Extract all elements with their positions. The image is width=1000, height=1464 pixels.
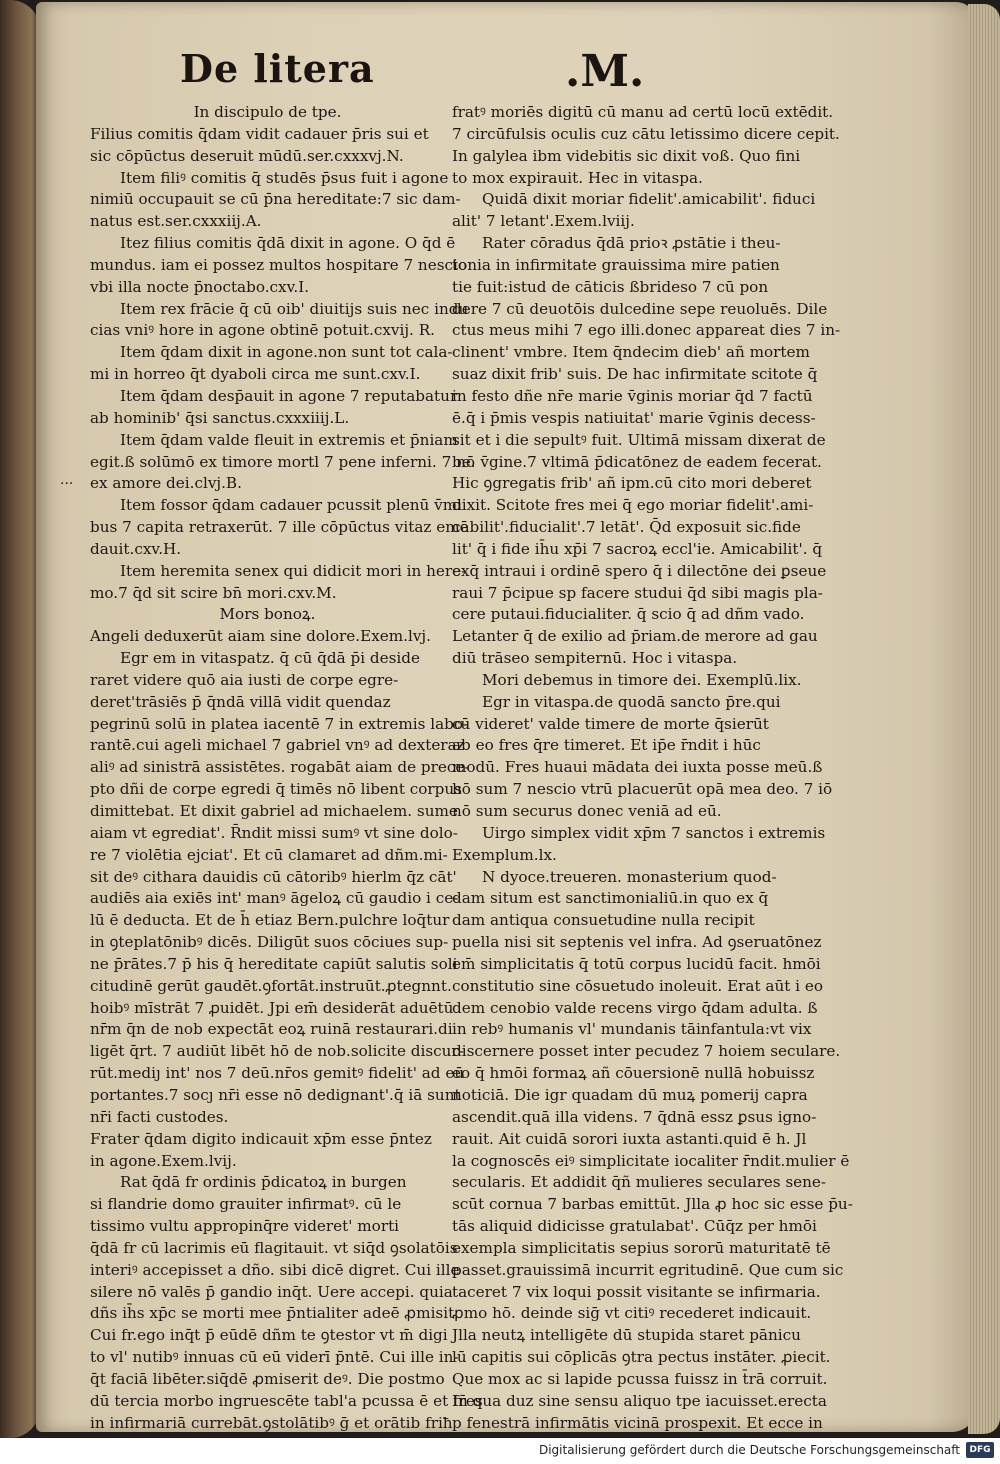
left-text-column [90, 102, 483, 1434]
text-line: clinent' vmbre. Item q̄ndecim dieb' añ mortem [452, 343, 810, 362]
text-line: deret'trāsiēs p̄ q̄ndā villā vidit quendaz [90, 692, 391, 711]
text-line: Itez filius comitis q̄dā dixit in agone. O q̄d ē [120, 234, 456, 253]
text-line: Item q̄dam desp̄auit in agone 7 reputabatur [120, 386, 458, 405]
text-line: Jlla neutꝝ intelligēte dū stupida staret pānicu [452, 1326, 801, 1345]
text-line: cabilit'.fiducialit'.7 letāt'. Q̄d exposuit sic.fide [452, 518, 801, 537]
text-line: in ꝯteplatōnibꝰ dicēs. Diligūt suos cōciues sup- [90, 933, 449, 952]
text-line: pegrinū solū in platea iacentē 7 in extremis labo- [90, 714, 469, 733]
text-line: tie fuit:istud de cāticis ßbrideso 7 cū pon [452, 277, 769, 296]
text-line: ascendit.quā illa videns. 7 q̄dnā essz ꝑsus igno- [452, 1107, 817, 1126]
text-line: suaz dixit frib' suis. De hac infirmitate scitote q̄ [452, 365, 818, 384]
text-line: tās aliquid didicisse gratulabat'. Cūq̄z per hmōi [452, 1217, 817, 1236]
text-line: secularis. Et addidit q̄ñ mulieres seculares sene- [452, 1173, 827, 1192]
text-line: dimittebat. Et dixit gabriel ad michaelem. sume [90, 802, 458, 820]
text-line: Item filiꝰ comitis q̄ studēs p̄sus fuit i agone [120, 168, 449, 187]
page-stack-edge [968, 4, 1000, 1434]
text-line: ab eo fres q̄re timeret. Et ip̄e r̄ndit i hūc [452, 736, 761, 755]
text-line: Cui fr.ego inq̄t p̄ eūdē dñm te ꝯtestor vt m̄ digi [90, 1326, 448, 1345]
text-line: Hic ꝯgregatis frib' añ ipm.cū cito mori deberet [452, 474, 812, 493]
text-line: raret videre quō aia iusti de corpe egre- [90, 670, 399, 689]
text-line: Item heremita senex qui didicit mori in here- [120, 561, 467, 580]
text-line: rūt.mediȷ int' nos 7 deū.nr̄os gemitꝰ fidelit' ad eū [90, 1064, 465, 1083]
text-line: tonia in infirmitate grauissima mire patien [452, 255, 780, 274]
text-line: Item q̄dam valde fleuit in extremis et p̄niam [120, 430, 458, 449]
text-line: cias vniꝰ hore in agone obtinē potuit.cxvij. R. [90, 321, 435, 340]
text-line: Quidā dixit moriar fidelit'.amicabilit'. fiduci [482, 190, 816, 209]
text-line: re 7 violētia ejciat'. Et cū clamaret ad dñm.mi- [90, 845, 448, 864]
text-line: eo q̄ hmōi formaꝝ añ cōuersionē nullā hobuissz [452, 1064, 815, 1083]
text-line: Letanter q̄ de exilio ad p̄riam.de merore ad gau [452, 627, 818, 646]
text-line: pto dñi de corpe egredi q̄ timēs nō libent corpus [90, 780, 462, 799]
text-line: to mox expirauit. Hec in vitaspa. [452, 168, 703, 187]
text-line: Filius comitis q̄dam vidit cadauer p̄ris sui et [90, 124, 429, 143]
text-line: dam antiqua consuetudine nulla recipit [452, 911, 755, 930]
text-line: in agone.Exem.lvij. [90, 1151, 237, 1170]
text-line: dam situm est sanctimonialiū.in quo ex q̄ [452, 889, 769, 908]
text-line: em̄ simplicitatis q̄ totū corpus lucidū facit. hmōi [452, 954, 821, 973]
text-line: dū tercia morbo ingruescēte tabl'a pcussa ē et fr̄es [90, 1391, 483, 1410]
text-line: be. v̄gine.7 vltimā p̄dicatōnez de eadem fecerat. [452, 452, 822, 471]
text-line: alit' 7 letant'.Exem.lviij. [452, 212, 635, 231]
text-line: In discipulo de tpe. [193, 103, 342, 121]
text-line: Que mox ac si lapide pcussa fuissz in t̄rā corruit. [452, 1369, 828, 1388]
text-line: lit' q̄ i fide ih̄u xp̄i 7 sacroꝝ eccl'ie. Amicabilit'. q̄ [452, 539, 823, 558]
text-line: dñs ih̄s xp̄c se morti mee p̄ntialiter adeē ꝓmisit. [90, 1304, 460, 1323]
text-line: Item fossor q̄dam cadauer pcussit plenū v̄mi [120, 496, 463, 515]
text-line: discernere posset inter pecudez 7 hoiem seculare. [452, 1042, 841, 1061]
text-line: ab hominib' q̄si sanctus.cxxxiiij.L. [90, 408, 350, 427]
text-line: interiꝰ accepisset a dño. sibi dicē digret. Cui ille [90, 1260, 460, 1279]
text-line: nr̄i facti custodes. [90, 1107, 229, 1126]
text-line: p fenestrā infirmātis vicinā prospexit. Et ecce in [452, 1413, 823, 1432]
text-line: rantē.cui ageli michael 7 gabriel vnꝰ ad dexteraz [90, 736, 465, 755]
text-line: exempla simplicitatis sepius sororū maturitatē tē [452, 1238, 831, 1257]
text-line: diū trāseo sempiternū. Hoc i vitaspa. [452, 649, 738, 668]
running-head-left: De litera [180, 46, 375, 91]
text-line: nō sum securus donec veniā ad eū. [452, 802, 722, 820]
text-line: aliꝰ ad sinistrā assistētes. rogabāt aiam de prece- [90, 758, 470, 777]
text-line: portantes.7 socȷ nr̄i esse nō dedignant'.q̄ iā sunt [90, 1085, 461, 1104]
text-line: natus est.ser.cxxxiij.A. [90, 212, 262, 231]
text-line: citudinē gerūt gaudēt.ꝯfortāt.instruūt.ꝓtegnnt. [90, 976, 452, 995]
text-line: la cognoscēs eiꝰ simplicitate iocaliter r̄ndit.mulier ē [452, 1151, 850, 1170]
text-line: audiēs aia exiēs int' manꝰ āgeloꝝ cū gaudio i ce- [90, 889, 459, 908]
text-line: bus 7 capita retraxerūt. 7 ille cōpūctus vitaz emē [90, 518, 469, 537]
text-line: puella nisi sit septenis vel infra. Ad ꝯseruatōnez [452, 933, 822, 952]
text-line: silere nō valēs p̄ gandio inq̄t. Uere accepi. quia [90, 1282, 453, 1301]
dfg-logo: DFG [966, 1442, 994, 1458]
text-line: dauit.cxv.H. [90, 539, 182, 558]
text-line: in rebꝰ humanis vl' mundanis tāinfantula:vt vix [452, 1020, 812, 1039]
text-line: egit.ß solūmō ex timore mortl 7 pene inferni. 7 nō [90, 452, 475, 471]
text-line: fratꝰ moriēs digitū cū manu ad certū locū extēdit. [452, 103, 834, 121]
text-line: vbi illa nocte p̄noctabo.cxv.I. [90, 277, 310, 296]
text-line: Item q̄dam dixit in agone.non sunt tot cala- [120, 343, 453, 362]
text-line: ne p̄rātes.7 p̄ his q̄ hereditate capiūt salutis soli [90, 954, 458, 973]
text-line: sit et i die sepultꝰ fuit. Ultimā missam dixerat de [452, 430, 826, 449]
text-line: modū. Fres huaui mādata dei iuxta posse meū.ß [452, 758, 823, 777]
text-line: lū capitis sui cōplicās ꝯtra pectus instāter. ꝓiecit. [452, 1348, 831, 1367]
text-line: taceret 7 vix loqui possit visitante se infirmaria. [452, 1282, 821, 1301]
text-line: Mori debemus in timore dei. Exemplū.lix. [482, 670, 802, 689]
text-line: hoibꝰ mīstrāt 7 ꝓuidēt. Jpi em̄ desiderāt aduētū [90, 998, 454, 1017]
text-line: dem cenobio valde recens virgo q̄dam adulta. ß [452, 998, 818, 1017]
footer-bar [0, 1438, 1000, 1464]
text-line: mundus. iam ei possez multos hospitare 7 nescio [90, 255, 468, 274]
text-line: mi in horreo q̄t dyaboli circa me sunt.cxv.I. [90, 365, 421, 384]
text-line: tissimo vultu appropinq̄re videret' morti [90, 1217, 400, 1236]
text-line: passet.grauissimā incurrit egritudinē. Que cum sic [452, 1260, 844, 1279]
text-line: sic cōpūctus deseruit mūdū.ser.cxxxvj.N. [90, 146, 404, 165]
text-line: exq̄ intraui i ordinē spero q̄ i dilectōne dei ꝑseue [452, 561, 827, 580]
text-line: N dyoce.treueren. monasterium quod- [482, 867, 777, 886]
text-line: Egr em in vitaspatz. q̄ cū q̄dā p̄i deside [120, 649, 420, 668]
text-line: in festo dñe nr̄e marie v̄ginis moriar q̄d 7 factū [452, 386, 813, 405]
text-line: ꝓmo hō. deinde siḡ vt citiꝰ recederet indicauit. [452, 1304, 812, 1323]
text-line: mo.7 q̄d sit scire bn̄ mori.cxv.M. [90, 583, 337, 602]
text-line: In qua duz sine sensu aliquo tpe iacuisset.erecta [452, 1391, 827, 1410]
text-line: raui 7 p̄cipue sp facere studui q̄d sibi magis pla- [452, 583, 823, 602]
marginal-note: ... [60, 472, 74, 488]
text-line: ligēt q̄rt. 7 audiūt libēt hō de nob.solicite discur- [90, 1042, 464, 1061]
text-line: ē.q̄ i p̄mis vespis natiuitat' marie v̄ginis decess- [452, 408, 816, 427]
text-line: In galylea ibm videbitis sic dixit voß. Quo fini [452, 146, 801, 165]
text-line: scūt cornua 7 barbas emittūt. Jlla ꝓ hoc sic esse p̄u- [452, 1195, 853, 1214]
text-line: ex amore dei.clvj.B. [90, 474, 242, 493]
text-line: ctus meus mihi 7 ego illi.donec appareat dies 7 in- [452, 321, 841, 340]
text-line: si flandrie domo grauiter infirmatꝰ. cū le [90, 1195, 402, 1214]
text-line: cere putaui.fiducialiter. q̄ scio q̄ ad dñm vado. [452, 605, 805, 624]
text-line: constitutio sine cōsuetudo inoleuit. Erat aūt i eo [452, 976, 823, 995]
text-line: lū ē deducta. Et de h̄ etiaz Bern.pulchre loq̄tur [90, 911, 450, 930]
text-line: Rat q̄dā fr ordinis p̄dicatoꝝ in burgen [120, 1173, 407, 1192]
text-line: Exemplum.lx. [452, 845, 557, 864]
text-line: 7 circūfulsis oculis cuz cātu letissimo dicere cepit. [452, 124, 840, 143]
text-line: dixit. Scitote fres mei q̄ ego moriar fidelit'.ami- [452, 496, 814, 515]
text-line: cū videret' valde timere de morte q̄sierūt [452, 714, 769, 733]
previous-page-edge [0, 0, 40, 1438]
text-line: Mors bonoꝝ. [219, 605, 316, 624]
text-line: noticiā. Die igr quadam dū muꝝ pomerij capra [452, 1085, 808, 1104]
text-line: q̄t faciā libēter.siq̄dē ꝓmiserit deꝰ. Die postmo [90, 1369, 445, 1388]
text-line: nimiū occupauit se cū p̄na hereditate:7 sic dam- [90, 190, 461, 209]
right-text-column [452, 102, 853, 1434]
text-line: aiam vt egrediat'. R̄ndit missi sumꝰ vt sine dolo- [90, 823, 458, 842]
text-line: q̄dā fr cū lacrimis eū flagitauit. vt siq̄d ꝯsolatōis [90, 1238, 458, 1257]
text-line: Uirgo simplex vidit xp̄m 7 sanctos i extremis [482, 823, 826, 842]
running-head-right: .M. [565, 46, 645, 97]
text-line: in infirmariā currebāt.ꝯstolātibꝰ ḡ et orātib friħ [90, 1413, 453, 1432]
text-line: nr̄m q̄n de nob expectāt eoꝝ ruinā restaurari.di [90, 1020, 453, 1039]
text-line: rauit. Ait cuidā sorori iuxta astanti.quid ē h. Jl [452, 1129, 807, 1148]
text-line: Egr in vitaspa.de quodā sancto p̄re.qui [482, 692, 781, 711]
text-line: dere 7 cū deuotōis dulcedine sepe reuoluēs. Dile [452, 299, 828, 318]
text-line: sit deꝰ cithara dauidis cū cātoribꝰ hierlm q̄z cāt' [90, 867, 457, 886]
text-line: Frater q̄dam digito indicauit xp̄m esse p̄ntez [90, 1129, 432, 1148]
text-line: Angeli deduxerūt aiam sine dolore.Exem.lvj. [90, 627, 431, 646]
running-head [180, 46, 880, 96]
text-line: Rater cōradus q̄dā prioꝛ ꝓstātie i theu- [482, 234, 781, 253]
text-line: hō sum 7 nescio vtrū placuerūt opā mea deo. 7 iō [452, 780, 833, 799]
text-line: Item rex frācie q̄ cū oib' diuitijs suis nec indu [120, 299, 469, 318]
text-line: to vl' nutibꝰ innuas cū eū viderī p̄ntē. Cui ille in- [90, 1348, 459, 1367]
funding-credit: Digitalisierung gefördert durch die Deutsche Forschungsgemeinschaft [538, 1443, 960, 1457]
